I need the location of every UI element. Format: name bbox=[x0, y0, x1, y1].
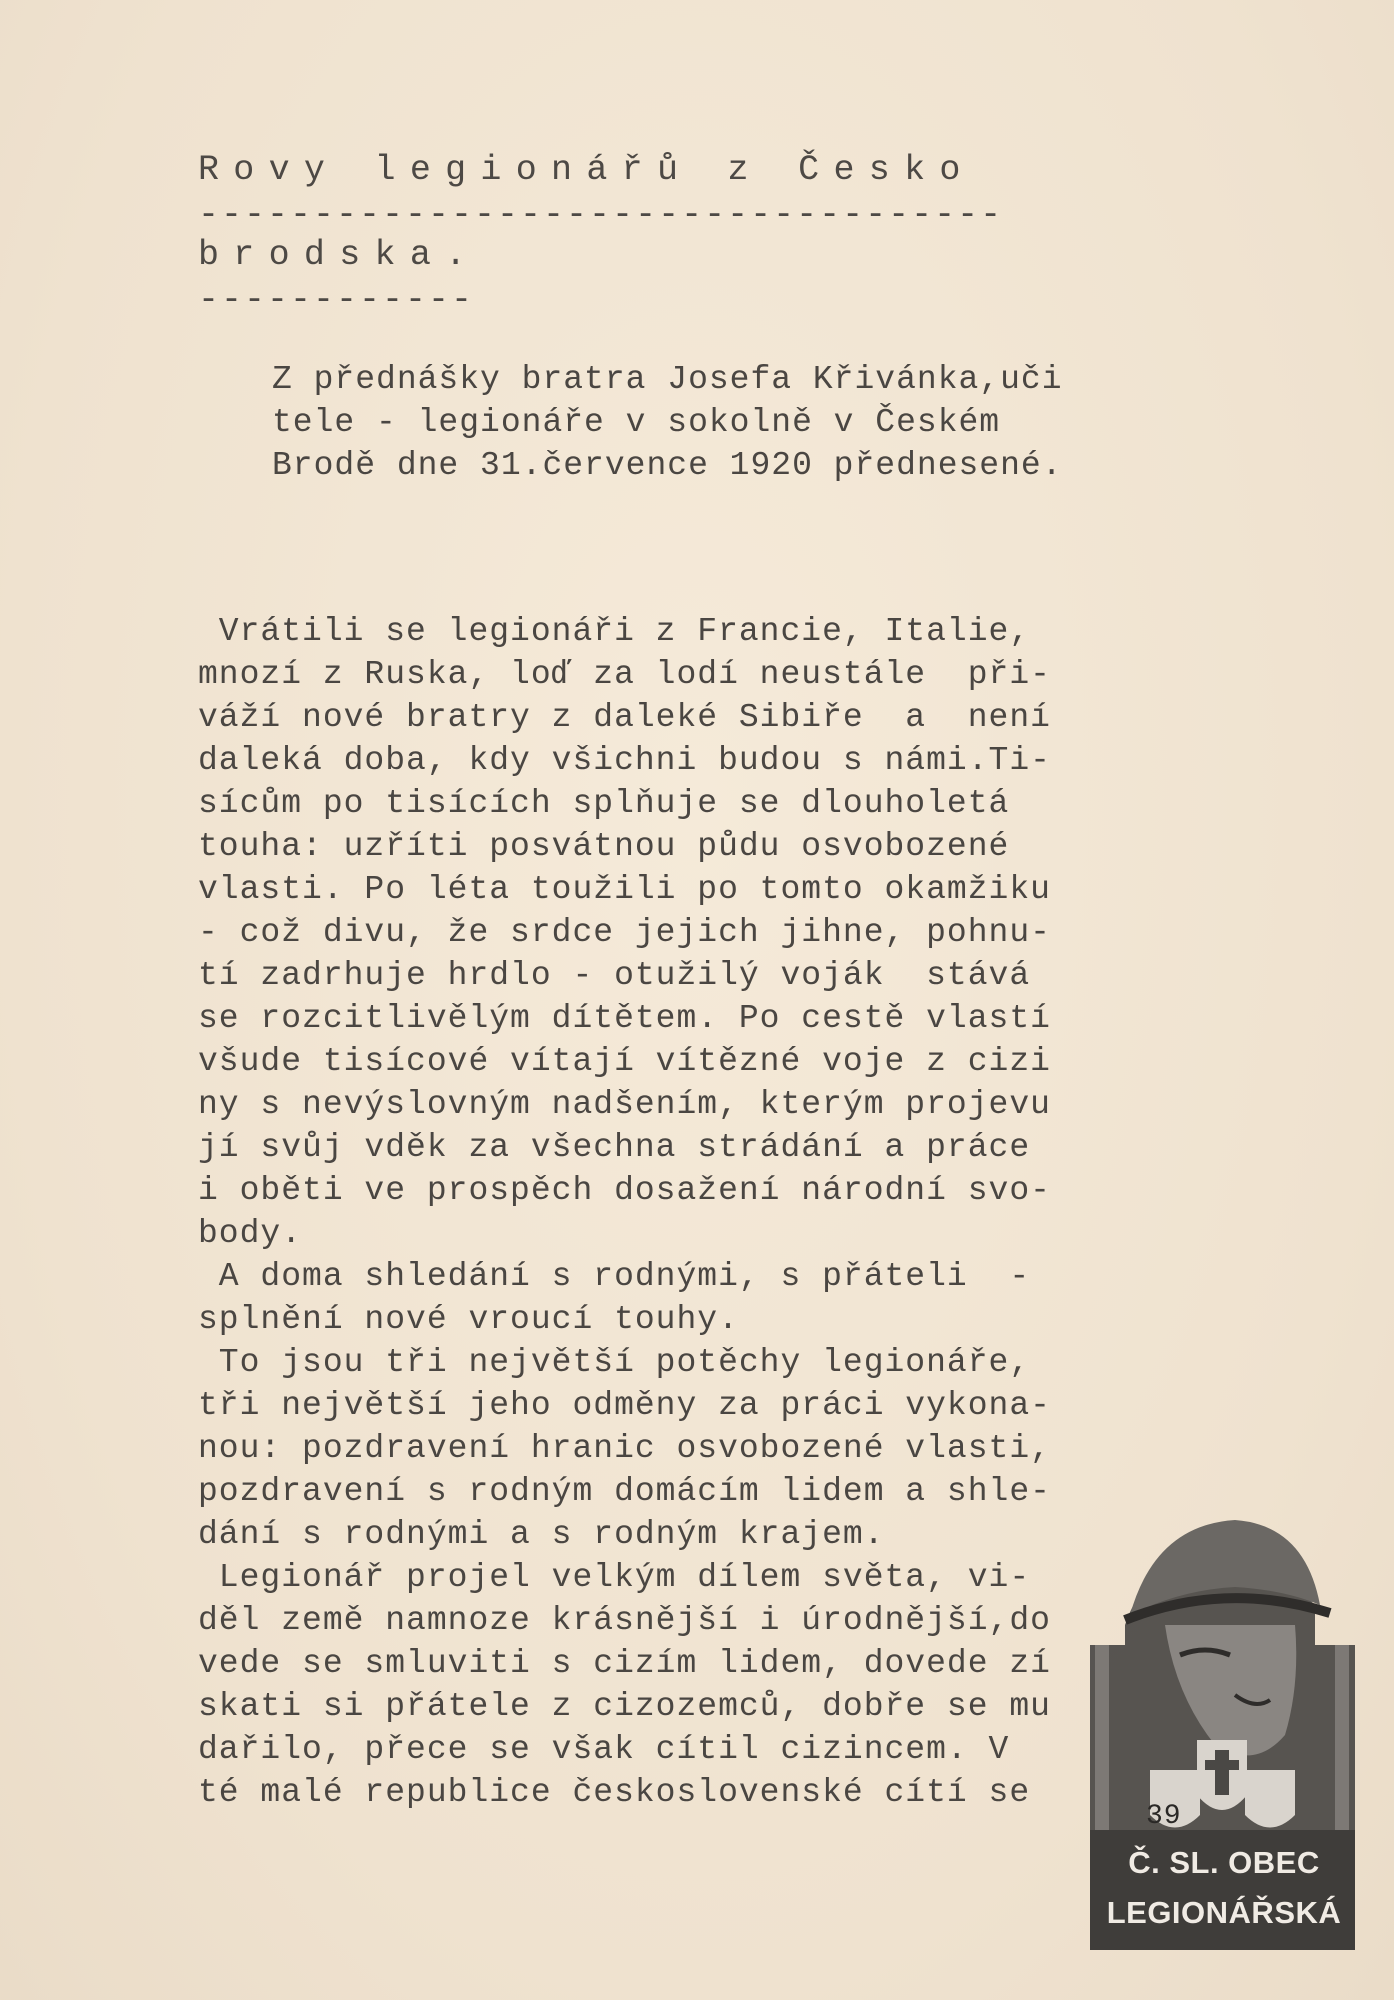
soldier-emblem-icon bbox=[1085, 1495, 1360, 1955]
document-title-line2: brodska. bbox=[198, 235, 481, 275]
page-number: 39 bbox=[1146, 1801, 1182, 1832]
stamp-text-bottom: LEGIONÁŘSKÁ bbox=[1106, 1895, 1342, 1930]
body-text: Vrátili se legionáři z Francie, Italie, mnozí z Ruska, loď za lodí neustále při- váží nové bratry z daleké Sibiře a není daleká doba, kdy všichni budou s námi.Ti- sícům po tisících splňuje se dlouholetá touha: uzříti posvátnou půdu osvobozené vlasti. Po léta toužili po tomto okamžiku - což divu, že srdce jejich jihne, pohnu- tí zadrhuje hrdlo - otužilý voják stává se rozcitlivělým dítětem. Po cestě vlastí všude tisícové vítají vítězné voje z cizi ny s nevýslovným nadšením, kterým projevu jí svůj vděk za všechna strádání a práce i oběti ve prospěch dosažení národní svo- body. A doma shledání s rodnými, s přáteli - splnění nové vroucí touhy. To jsou tři největší potěchy legionáře, tři největší jeho odměny za práci vykona- nou: pozdravení hranic osvobozené vlasti, pozdravení s rodným domácím lidem a shle- dání s rodnými a s rodným krajem. Legionář projel velkým dílem světa, vi- děl země namnoze krásnější i úrodnější,do vede se smluviti s cizím lidem, dovede zí skati si přátele z cizozemců, dobře se mu dařilo, přece se však cítil cizincem. V té malé republice československé cítí se bbox=[198, 613, 1051, 1811]
legion-stamp-logo bbox=[1085, 1495, 1360, 1955]
stamp-text-top: Č. SL. OBEC bbox=[1128, 1845, 1320, 1880]
intro-paragraph: Z přednášky bratra Josefa Křivánka,uči tele - legionáře v sokolně v Českém Brodě dne 31.července 1920 přednesené. bbox=[272, 361, 1063, 484]
title-underline-1: ----------------------------------- bbox=[198, 195, 1004, 235]
title-underline-2: ------------ bbox=[198, 280, 475, 320]
document-title-line1: Rovy legionářů z Česko bbox=[198, 150, 975, 190]
